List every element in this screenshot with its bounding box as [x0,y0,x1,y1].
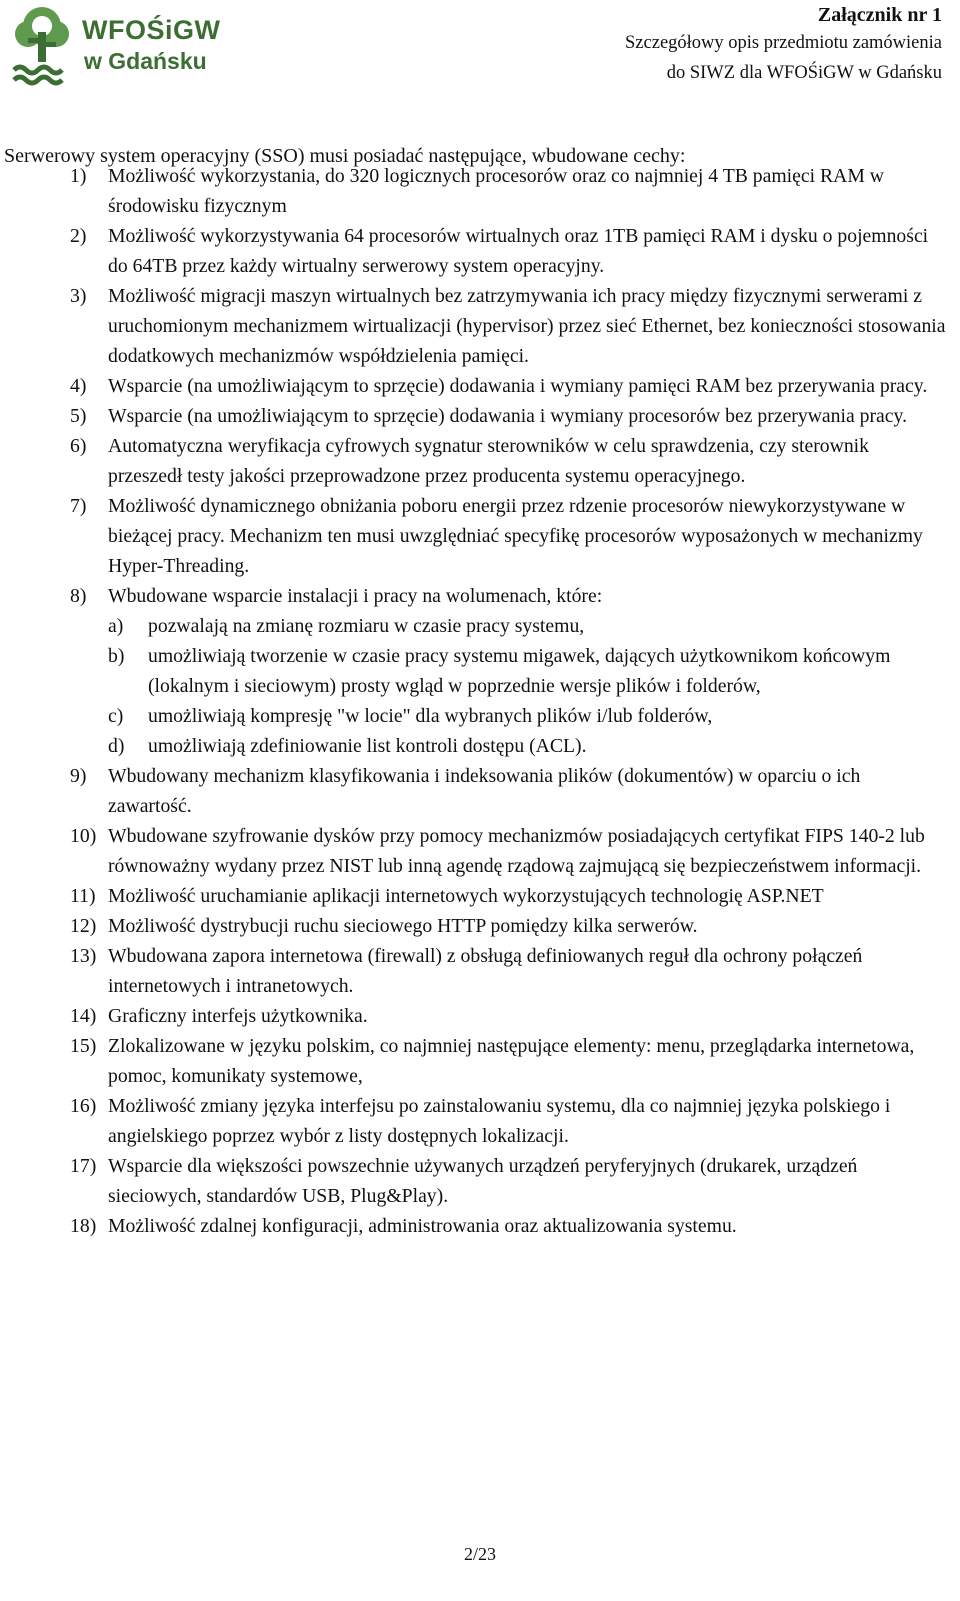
intro-paragraph: Serwerowy system operacyjny (SSO) musi posiadać następujące, wbudowane cechy: [4,145,686,167]
list-item-number: 8) [70,585,87,607]
list-item [70,821,946,881]
sub-list-item [108,611,946,641]
list-item-number: 12) [70,915,97,937]
list-item [70,911,946,941]
sub-list-item [108,731,946,761]
sub-list-item-text: umożliwiają zdefiniowanie list kontroli dostępu (ACL). [148,735,587,757]
list-item-number: 5) [70,405,87,427]
list-item [70,491,946,581]
sub-list-item-letter: a) [108,615,124,637]
list-item [70,401,946,431]
list-item [70,761,946,821]
sub-list-item-letter: d) [108,735,125,757]
list-item-number: 9) [70,765,87,787]
list-item-text: Wsparcie (na umożliwiającym to sprzęcie) dodawania i wymiany pamięci RAM bez przerywania pracy. [108,375,928,397]
list-item [70,581,946,761]
wfosigw-logo [8,4,248,88]
list-item [70,881,946,911]
list-item [70,1151,946,1211]
list-item [70,431,946,491]
attachment-line-2: do SIWZ dla WFOŚiGW w Gdańsku [666,63,942,83]
sub-list [108,611,946,761]
list-item-number: 11) [70,885,96,907]
list-item-number: 14) [70,1005,97,1027]
list-item-text: Możliwość wykorzystania, do 320 logicznych procesorów oraz co najmniej 4 TB pamięci RAM w środowisku fizycznym [108,165,885,217]
list-item-number: 16) [70,1095,97,1117]
logo-city-text: w Gdańsku [84,48,207,74]
list-item-text: Automatyczna weryfikacja cyfrowych sygnatur sterowników w celu sprawdzenia, czy sterownik przeszedł testy jakości przeprowadzone przez producenta systemu operacyjnego. [108,435,869,487]
list-item-number: 18) [70,1215,97,1237]
sub-list-item [108,701,946,731]
list-item-text: Wbudowany mechanizm klasyfikowania i indeksowania plików (dokumentów) w oparciu o ich zawartość. [108,765,861,817]
list-item-text: Możliwość zdalnej konfiguracji, administrowania oraz aktualizowania systemu. [108,1215,737,1237]
logo-brand-text: WFOŚiGW [82,15,221,45]
list-item-text: Możliwość uruchamianie aplikacji internetowych wykorzystujących technologię ASP.NET [108,885,824,907]
list-item [70,1001,946,1031]
list-item [70,1091,946,1151]
list-item [70,1211,946,1241]
list-item-text: Wbudowana zapora internetowa (firewall) z obsługą definiowanych reguł dla ochrony połączeń internetowych i intranetowych. [108,945,863,997]
list-item-text: Wbudowane szyfrowanie dysków przy pomocy mechanizmów posiadających certyfikat FIPS 140-2 lub równoważny wydany przez NIST lub inną agendę rządową zajmującą się bezpieczeństwem informacji. [108,825,925,877]
list-item-number: 10) [70,825,97,847]
list-item [70,161,946,221]
list-item-text: Wsparcie (na umożliwiającym to sprzęcie) dodawania i wymiany procesorów bez przerywania pracy. [108,405,907,427]
list-item [70,221,946,281]
list-item-text: Możliwość dystrybucji ruchu sieciowego HTTP pomiędzy kilka serwerów. [108,915,698,937]
list-item-text: Wsparcie dla większości powszechnie używanych urządzeń peryferyjnych (drukarek, urządzeń sieciowych, standardów USB, Plug&Play). [108,1155,858,1207]
list-item-text: Możliwość wykorzystywania 64 procesorów wirtualnych oraz 1TB pamięci RAM i dysku o pojemności do 64TB przez każdy wirtualny serwerowy system operacyjny. [108,225,929,277]
list-item-number: 1) [70,165,87,187]
list-item-number: 7) [70,495,87,517]
list-item-text: Zlokalizowane w języku polskim, co najmniej następujące elementy: menu, przeglądarka internetowa, pomoc, komunikaty systemowe, [108,1035,915,1087]
attachment-line-1: Szczegółowy opis przedmiotu zamówienia [625,33,942,53]
list-item [70,371,946,401]
list-item-number: 3) [70,285,87,307]
list-item-number: 17) [70,1155,97,1177]
list-item-number: 2) [70,225,87,247]
list-item-number: 13) [70,945,97,967]
list-item [70,941,946,1001]
list-item-number: 6) [70,435,87,457]
sub-list-item-letter: c) [108,705,124,727]
attachment-title: Załącznik nr 1 [817,4,942,26]
sub-list-item-text: umożliwiają kompresję "w locie" dla wybranych plików i/lub folderów, [148,705,713,727]
requirements-list [70,161,946,1241]
list-item-number: 4) [70,375,87,397]
list-item [70,1031,946,1091]
tree-logo-icon [8,4,78,86]
attachment-header [625,2,942,88]
list-item-number: 15) [70,1035,97,1057]
list-item-text: Graficzny interfejs użytkownika. [108,1005,368,1027]
list-item-text: Wbudowane wsparcie instalacji i pracy na wolumenach, które: [108,585,603,607]
list-item-text: Możliwość dynamicznego obniżania poboru energii przez rdzenie procesorów niewykorzystywane w bieżącej pracy. Mechanizm ten musi uwzględniać specyfikę procesorów wyposażonych w mechanizmy Hyper-Threading. [108,495,923,577]
list-item [70,281,946,371]
list-item-text: Możliwość zmiany języka interfejsu po zainstalowaniu systemu, dla co najmniej języka polskiego i angielskiego poprzez wybór z listy dostępnych lokalizacji. [108,1095,891,1147]
sub-list-item-text: pozwalają na zmianę rozmiaru w czasie pracy systemu, [148,615,585,637]
sub-list-item [108,641,946,701]
list-item-text: Możliwość migracji maszyn wirtualnych bez zatrzymywania ich pracy między fizycznymi serwerami z uruchomionym mechanizmem wirtualizacji (hypervisor) przez sieć Ethernet, bez konieczności stosowania dodatkowych mechanizmów współdzielenia pamięci. [108,285,946,367]
page-number: 2/23 [463,1544,496,1564]
sub-list-item-text: umożliwiają tworzenie w czasie pracy systemu migawek, dających użytkownikom końcowym (lokalnym i sieciowym) prosty wgląd w poprzednie wersje plików i folderów, [148,645,891,697]
sub-list-item-letter: b) [108,645,125,667]
